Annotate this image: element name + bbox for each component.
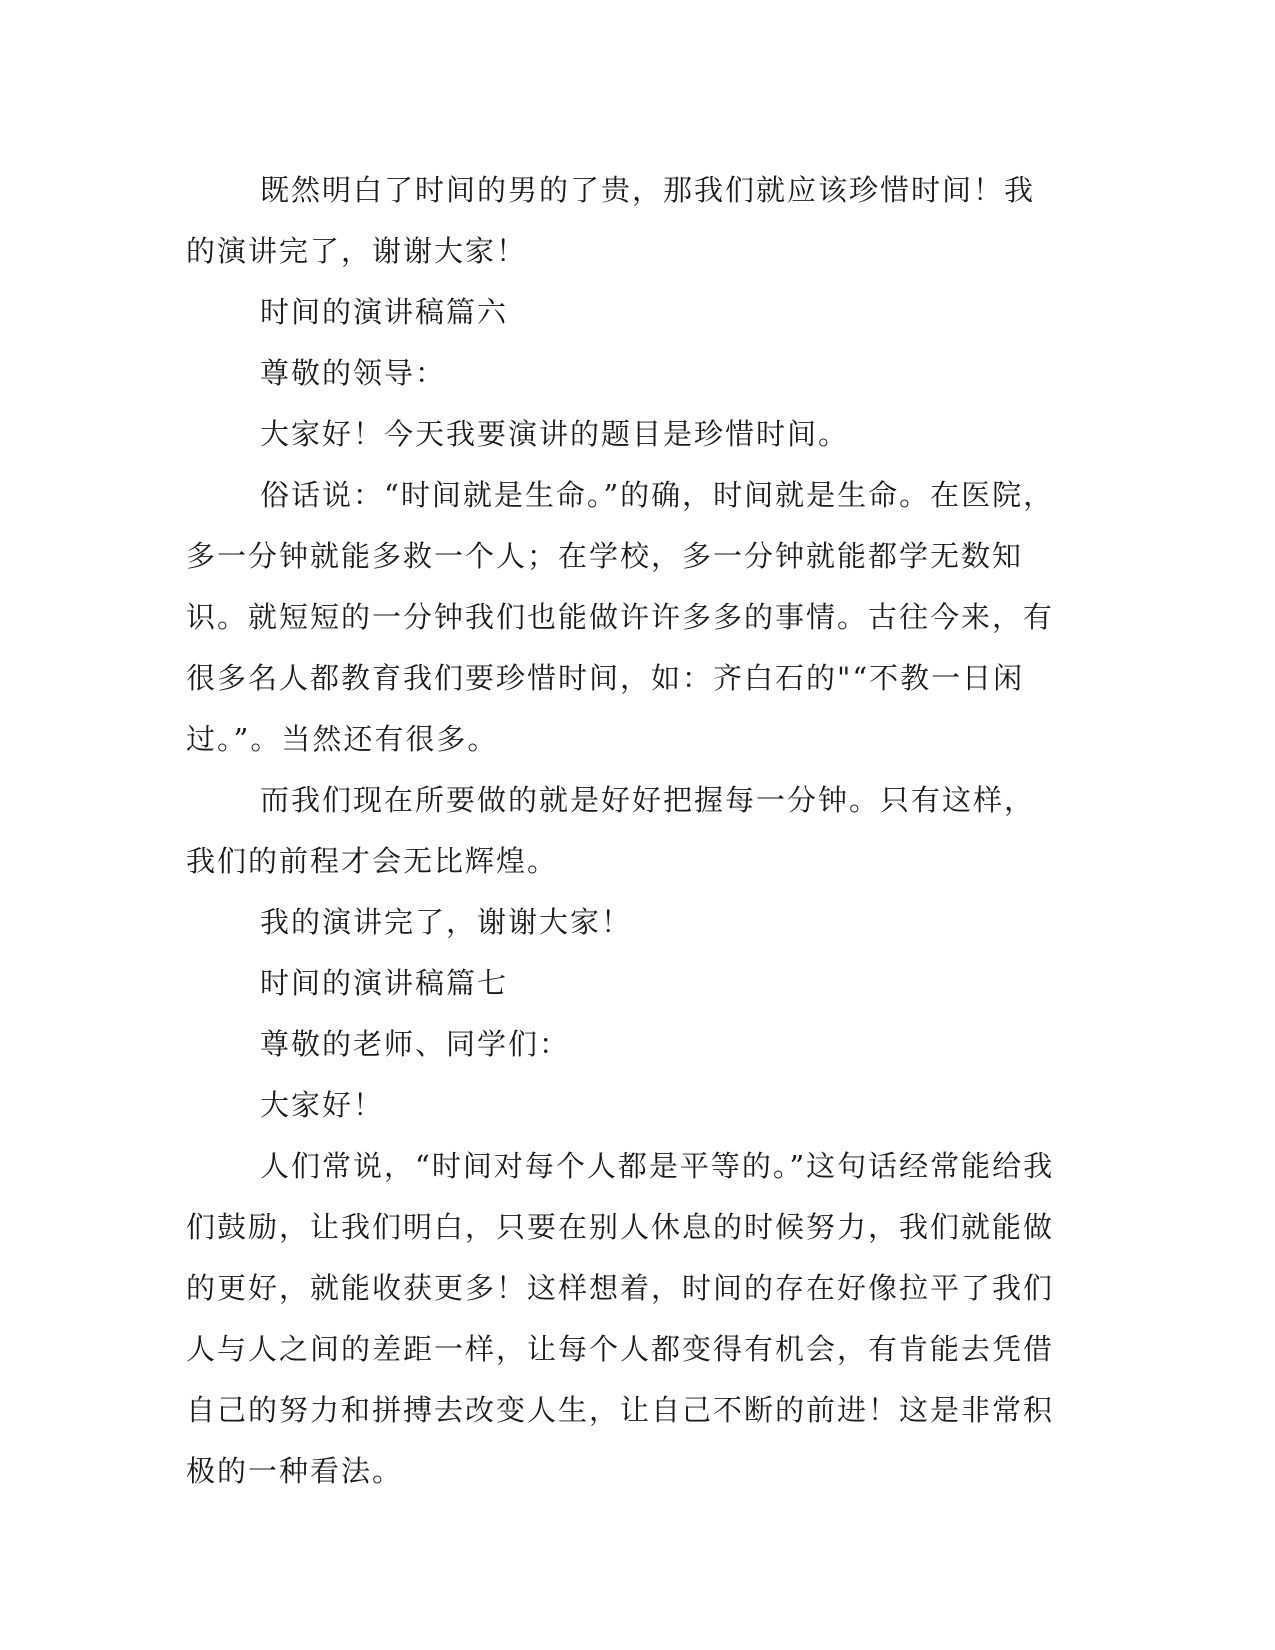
paragraph-cherish-minute: 而我们现在所要做的就是好好把握每一分钟。只有这样，我们的前程才会无比辉煌。 [186,783,1036,878]
greeting-topic: 大家好！今天我要演讲的题目是珍惜时间。 [260,417,850,451]
paragraph-closing-1: 既然明白了时间的男的了贵，那我们就应该珍惜时间！我的演讲完了，谢谢大家！ [186,173,1036,268]
paragraph-time-equal: 人们常说，“时间对每个人都是平等的。”这句话经常能给我们鼓励，让我们明白，只要在别人休息的时候努力，我们就能做的更好，就能收获更多！这样想着，时间的存在好像拉平了我们人与人之间的差距一样，让每个人都变得有机会，有肯能去凭借自己的努力和拼搏去改变人生，让自己不断的前进！这是非常积极的一种看法。 [186,1149,1055,1488]
section-title-7: 时间的演讲稿篇七 [260,966,509,1000]
section-title-6: 时间的演讲稿篇六 [260,295,509,329]
document-body [186,160,1056,1502]
salutation-teachers: 尊敬的老师、同学们： [260,1027,571,1061]
salutation-leaders: 尊敬的领导： [260,356,447,390]
paragraph-closing-2: 我的演讲完了，谢谢大家！ [260,905,633,939]
paragraph-proverb: 俗话说：“时间就是生命。”的确，时间就是生命。在医院，多一分钟就能多救一个人；在学校，多一分钟就能都学无数知识。就短短的一分钟我们也能做许许多多的事情。古往今来，有很多名人都教育我们要珍惜时间，如：齐白石的"“不教一日闲过。”。当然还有很多。 [186,478,1055,756]
greeting-hello: 大家好！ [260,1088,385,1122]
